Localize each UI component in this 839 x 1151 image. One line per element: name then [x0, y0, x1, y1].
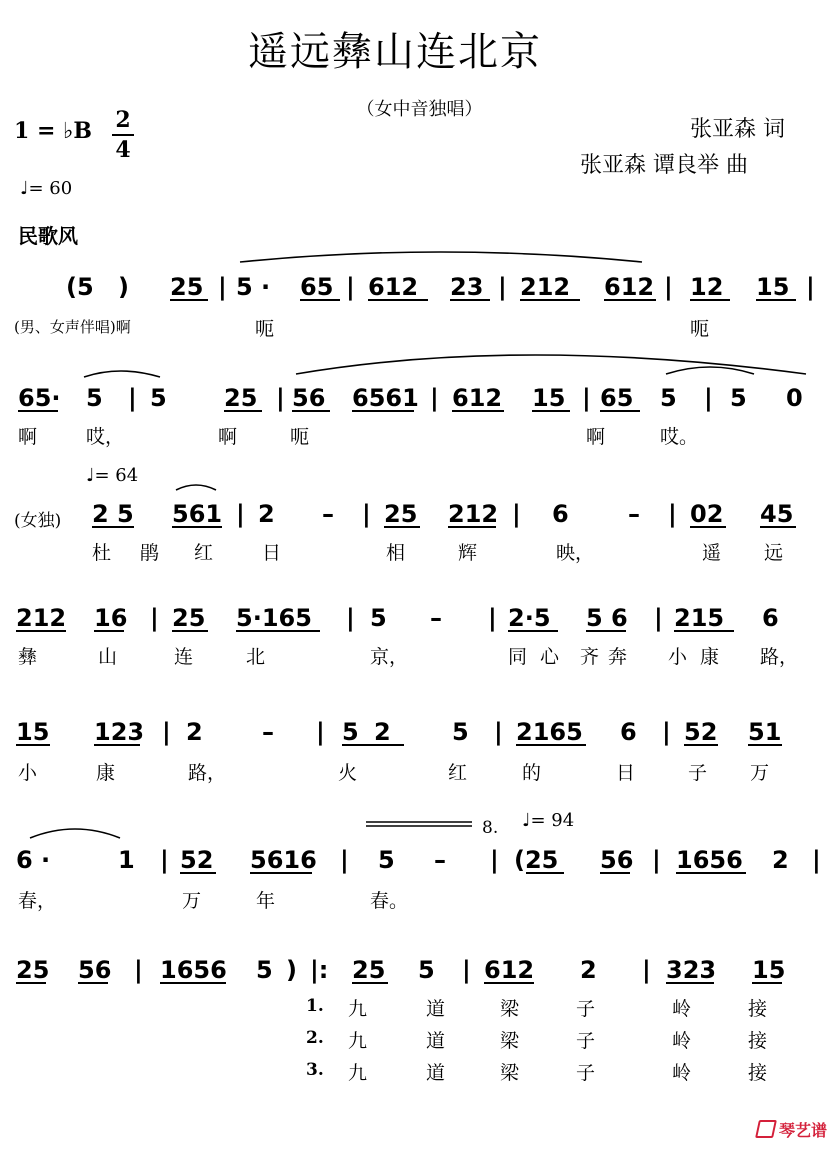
lyric: 映， — [556, 542, 595, 564]
note-group: 16 — [94, 604, 128, 632]
barline: | — [494, 718, 503, 746]
note-group: 5 — [256, 956, 273, 984]
site-logo — [757, 1118, 827, 1141]
note-group: 6561 — [352, 384, 419, 412]
note-group: 45 — [760, 500, 794, 528]
lyric: 岭 — [672, 1030, 692, 1052]
lyric: 接 — [748, 1030, 768, 1052]
slur — [666, 367, 754, 374]
lyric: 九 — [348, 1030, 368, 1052]
barline: | — [664, 273, 673, 301]
lyric: 火 — [338, 762, 358, 784]
lyric: 梁 — [500, 998, 520, 1020]
lyric: 子 — [576, 998, 596, 1020]
note-group: – — [628, 500, 640, 528]
barline: | — [276, 384, 285, 412]
barline: | — [490, 846, 499, 874]
barline: | — [430, 384, 439, 412]
note-group: 52 — [684, 718, 718, 746]
barline: | — [654, 604, 663, 632]
note-group: ) — [118, 273, 129, 301]
lyric: 岭 — [672, 1062, 692, 1084]
lyricist-credit: 张亚森 词 — [690, 117, 785, 142]
barline: | — [128, 384, 137, 412]
note-group: 15 — [752, 956, 786, 984]
note-group: 123 — [94, 718, 145, 746]
note-group: 52 — [180, 846, 214, 874]
lyric: 京， — [370, 646, 409, 668]
barline: | — [162, 718, 171, 746]
note-group: 5 — [150, 384, 167, 412]
note-group: 612 — [452, 384, 503, 412]
note-group: 2 — [374, 718, 391, 746]
barline: | — [462, 956, 471, 984]
barline: | — [134, 956, 143, 984]
note-group: 6 — [762, 604, 779, 632]
barline: | — [582, 384, 591, 412]
note-group: 1 — [118, 846, 135, 874]
lyric: 年 — [256, 890, 276, 912]
note-group: 2 — [186, 718, 203, 746]
note-group: 1656 — [160, 956, 227, 984]
note-group: 25 — [352, 956, 386, 984]
note-group: 612 — [484, 956, 535, 984]
note-group: 612 — [604, 273, 655, 301]
tempo-mark-2: ♩= 64 — [86, 465, 139, 486]
barline: | — [498, 273, 507, 301]
note-group: 612 — [368, 273, 419, 301]
lyric: (男、女声伴唱)啊 — [14, 318, 131, 336]
barline: | — [218, 273, 227, 301]
slur — [30, 602, 130, 816]
note-group: – — [322, 500, 334, 528]
lyric: 康 — [700, 646, 720, 668]
note-group: 212 — [448, 500, 499, 528]
barline: | — [512, 500, 521, 528]
lyric: 呃 — [690, 318, 710, 340]
underlines — [16, 300, 799, 983]
lyric: 心 — [540, 646, 560, 668]
barline: | — [806, 273, 815, 301]
note-group: 5 — [342, 718, 359, 746]
lyric: 九 — [348, 1062, 368, 1084]
lyric: 万 — [750, 762, 770, 784]
tempo-mark-3: ♩= 94 — [522, 810, 575, 831]
lyric: 路， — [188, 762, 227, 784]
lyric: 日 — [616, 762, 636, 784]
lyric: 接 — [748, 998, 768, 1020]
lyric: 子 — [576, 1030, 596, 1052]
note-group: 6 — [552, 500, 569, 528]
lyric: 齐 — [580, 646, 600, 668]
note-group: – — [434, 846, 446, 874]
lyric: 远 — [764, 542, 784, 564]
note-group: 5 — [730, 384, 747, 412]
lyric: 啊 — [586, 426, 606, 448]
note-group: 56 — [600, 846, 634, 874]
barline: | — [236, 500, 245, 528]
tempo-mark-1: ♩= 60 — [20, 178, 73, 199]
note-group: 2·5 — [508, 604, 551, 632]
lyric: 北 — [246, 646, 266, 668]
repeat-sign: |: — [310, 956, 329, 984]
note-group: 323 — [666, 956, 717, 984]
note-group: 12 — [690, 273, 724, 301]
lyric: 哎， — [86, 426, 125, 448]
logo-text: 琴艺谱 — [778, 1121, 827, 1140]
song-title: 遥远彝山连北京 — [248, 29, 542, 75]
barline: | — [150, 604, 159, 632]
note-group: 212 — [520, 273, 571, 301]
note-group: 1656 — [676, 846, 743, 874]
barline: | — [160, 846, 169, 874]
barline: | — [346, 604, 355, 632]
barline: | — [340, 846, 349, 874]
note-group: 25 — [170, 273, 204, 301]
time-signature-top: 2 — [115, 107, 131, 133]
barline: | — [668, 500, 677, 528]
slur — [296, 355, 806, 374]
note-group: 5 6 — [586, 604, 628, 632]
note-group: 23 — [450, 273, 484, 301]
barline: | — [812, 846, 821, 874]
segno-sign: 8. — [482, 818, 499, 838]
note-group: 02 — [690, 500, 724, 528]
lyric: 呃 — [255, 318, 275, 340]
note-group: 2165 — [516, 718, 583, 746]
lyric: 子 — [576, 1062, 596, 1084]
note-group: 5 — [86, 384, 103, 412]
slur — [30, 829, 120, 838]
slur — [84, 371, 160, 377]
note-group: 561 — [172, 500, 223, 528]
note-group: 25 — [384, 500, 418, 528]
lyric: 路， — [760, 646, 799, 668]
lyric: 的 — [522, 762, 542, 784]
note-group: 5 · — [236, 273, 271, 301]
note-group: 15 — [16, 718, 50, 746]
note-group: ) — [286, 956, 297, 984]
lyric: 接 — [748, 1062, 768, 1084]
lyric: 同 — [508, 646, 528, 668]
note-group: 65 — [600, 384, 634, 412]
note-group: 2 — [580, 956, 597, 984]
slurs — [30, 252, 806, 838]
lyric: 小 — [668, 646, 688, 668]
note-group: (5 — [66, 273, 94, 301]
lyric: 啊 — [218, 426, 238, 448]
note-group: 5 — [378, 846, 395, 874]
lyric: 道 — [426, 998, 446, 1020]
note-group: 5·165 — [236, 604, 312, 632]
slur — [176, 485, 216, 490]
lyric: 梁 — [500, 1030, 520, 1052]
lyric: 万 — [182, 890, 202, 912]
note-group: 56 — [292, 384, 326, 412]
voice-marker: (女独) — [14, 511, 62, 531]
lyric: 日 — [262, 542, 282, 564]
lyric: 鹃 — [140, 542, 160, 564]
note-group: 6 · — [16, 846, 51, 874]
note-group: 2 5 — [92, 500, 134, 528]
note-group: 15 — [756, 273, 790, 301]
lyric: 子 — [688, 762, 708, 784]
barline: | — [642, 956, 651, 984]
lyric: 啊 — [18, 426, 38, 448]
logo-icon — [755, 1120, 777, 1138]
key-signature: 1 = ♭B — [14, 118, 93, 144]
slur — [240, 252, 642, 262]
verse-number: 3. — [306, 1060, 324, 1080]
barline: | — [346, 273, 355, 301]
note-group: 5 — [418, 956, 435, 984]
note-group: 56 — [78, 956, 112, 984]
time-signature-bottom: 4 — [115, 137, 131, 163]
barline: | — [316, 718, 325, 746]
note-group: 5 — [660, 384, 677, 412]
lyric: 辉 — [458, 542, 478, 564]
note-group: 25 — [224, 384, 258, 412]
note-group: 2 — [258, 500, 275, 528]
lyric: 山 — [98, 646, 118, 668]
note-group: 65 — [300, 273, 334, 301]
lyric: 康 — [96, 762, 116, 784]
note-group: 5 — [452, 718, 469, 746]
note-group: 25 — [172, 604, 206, 632]
lyric: 道 — [426, 1030, 446, 1052]
barline: | — [662, 718, 671, 746]
lyric: 哎。 — [660, 426, 699, 448]
lyric: 红 — [448, 762, 468, 784]
note-group: 5616 — [250, 846, 317, 874]
note-group: – — [430, 604, 442, 632]
note-group: 15 — [532, 384, 566, 412]
performance-note: （女中音独唱） — [356, 99, 483, 120]
note-group: 0 — [786, 384, 803, 412]
note-group: 2 — [772, 846, 789, 874]
note-group: 25 — [16, 956, 50, 984]
lyric: 遥 — [702, 542, 722, 564]
lyric: 彝 — [18, 646, 38, 668]
lyric: 杜 — [92, 542, 112, 564]
composer-credit: 张亚森 谭良举 曲 — [580, 153, 748, 178]
lyric: 道 — [426, 1062, 446, 1084]
style-mark: 民歌风 — [18, 224, 78, 248]
lyric: 连 — [174, 646, 194, 668]
lyric: 相 — [386, 542, 406, 564]
note-group: 215 — [674, 604, 725, 632]
barline: | — [652, 846, 661, 874]
lyric: 九 — [348, 998, 368, 1020]
note-group: 212 — [16, 604, 67, 632]
lyric: 岭 — [672, 998, 692, 1020]
lyric: 红 — [194, 542, 214, 564]
barline: | — [488, 604, 497, 632]
lyric: 呃 — [290, 426, 310, 448]
barline: | — [704, 384, 713, 412]
lyric: 奔 — [608, 646, 628, 668]
note-group: – — [262, 718, 274, 746]
note-group: 6 — [620, 718, 637, 746]
verse-number: 1. — [306, 996, 324, 1016]
note-group: 51 — [748, 718, 782, 746]
barline: | — [362, 500, 371, 528]
note-group: (25 — [514, 846, 559, 874]
lyric: 梁 — [500, 1062, 520, 1084]
note-group: 5 — [370, 604, 387, 632]
verse-number: 2. — [306, 1028, 324, 1048]
lyric: 春， — [18, 890, 57, 912]
lyric: 春。 — [370, 890, 409, 912]
note-group: 65· — [18, 384, 61, 412]
lyric: 小 — [18, 762, 38, 784]
